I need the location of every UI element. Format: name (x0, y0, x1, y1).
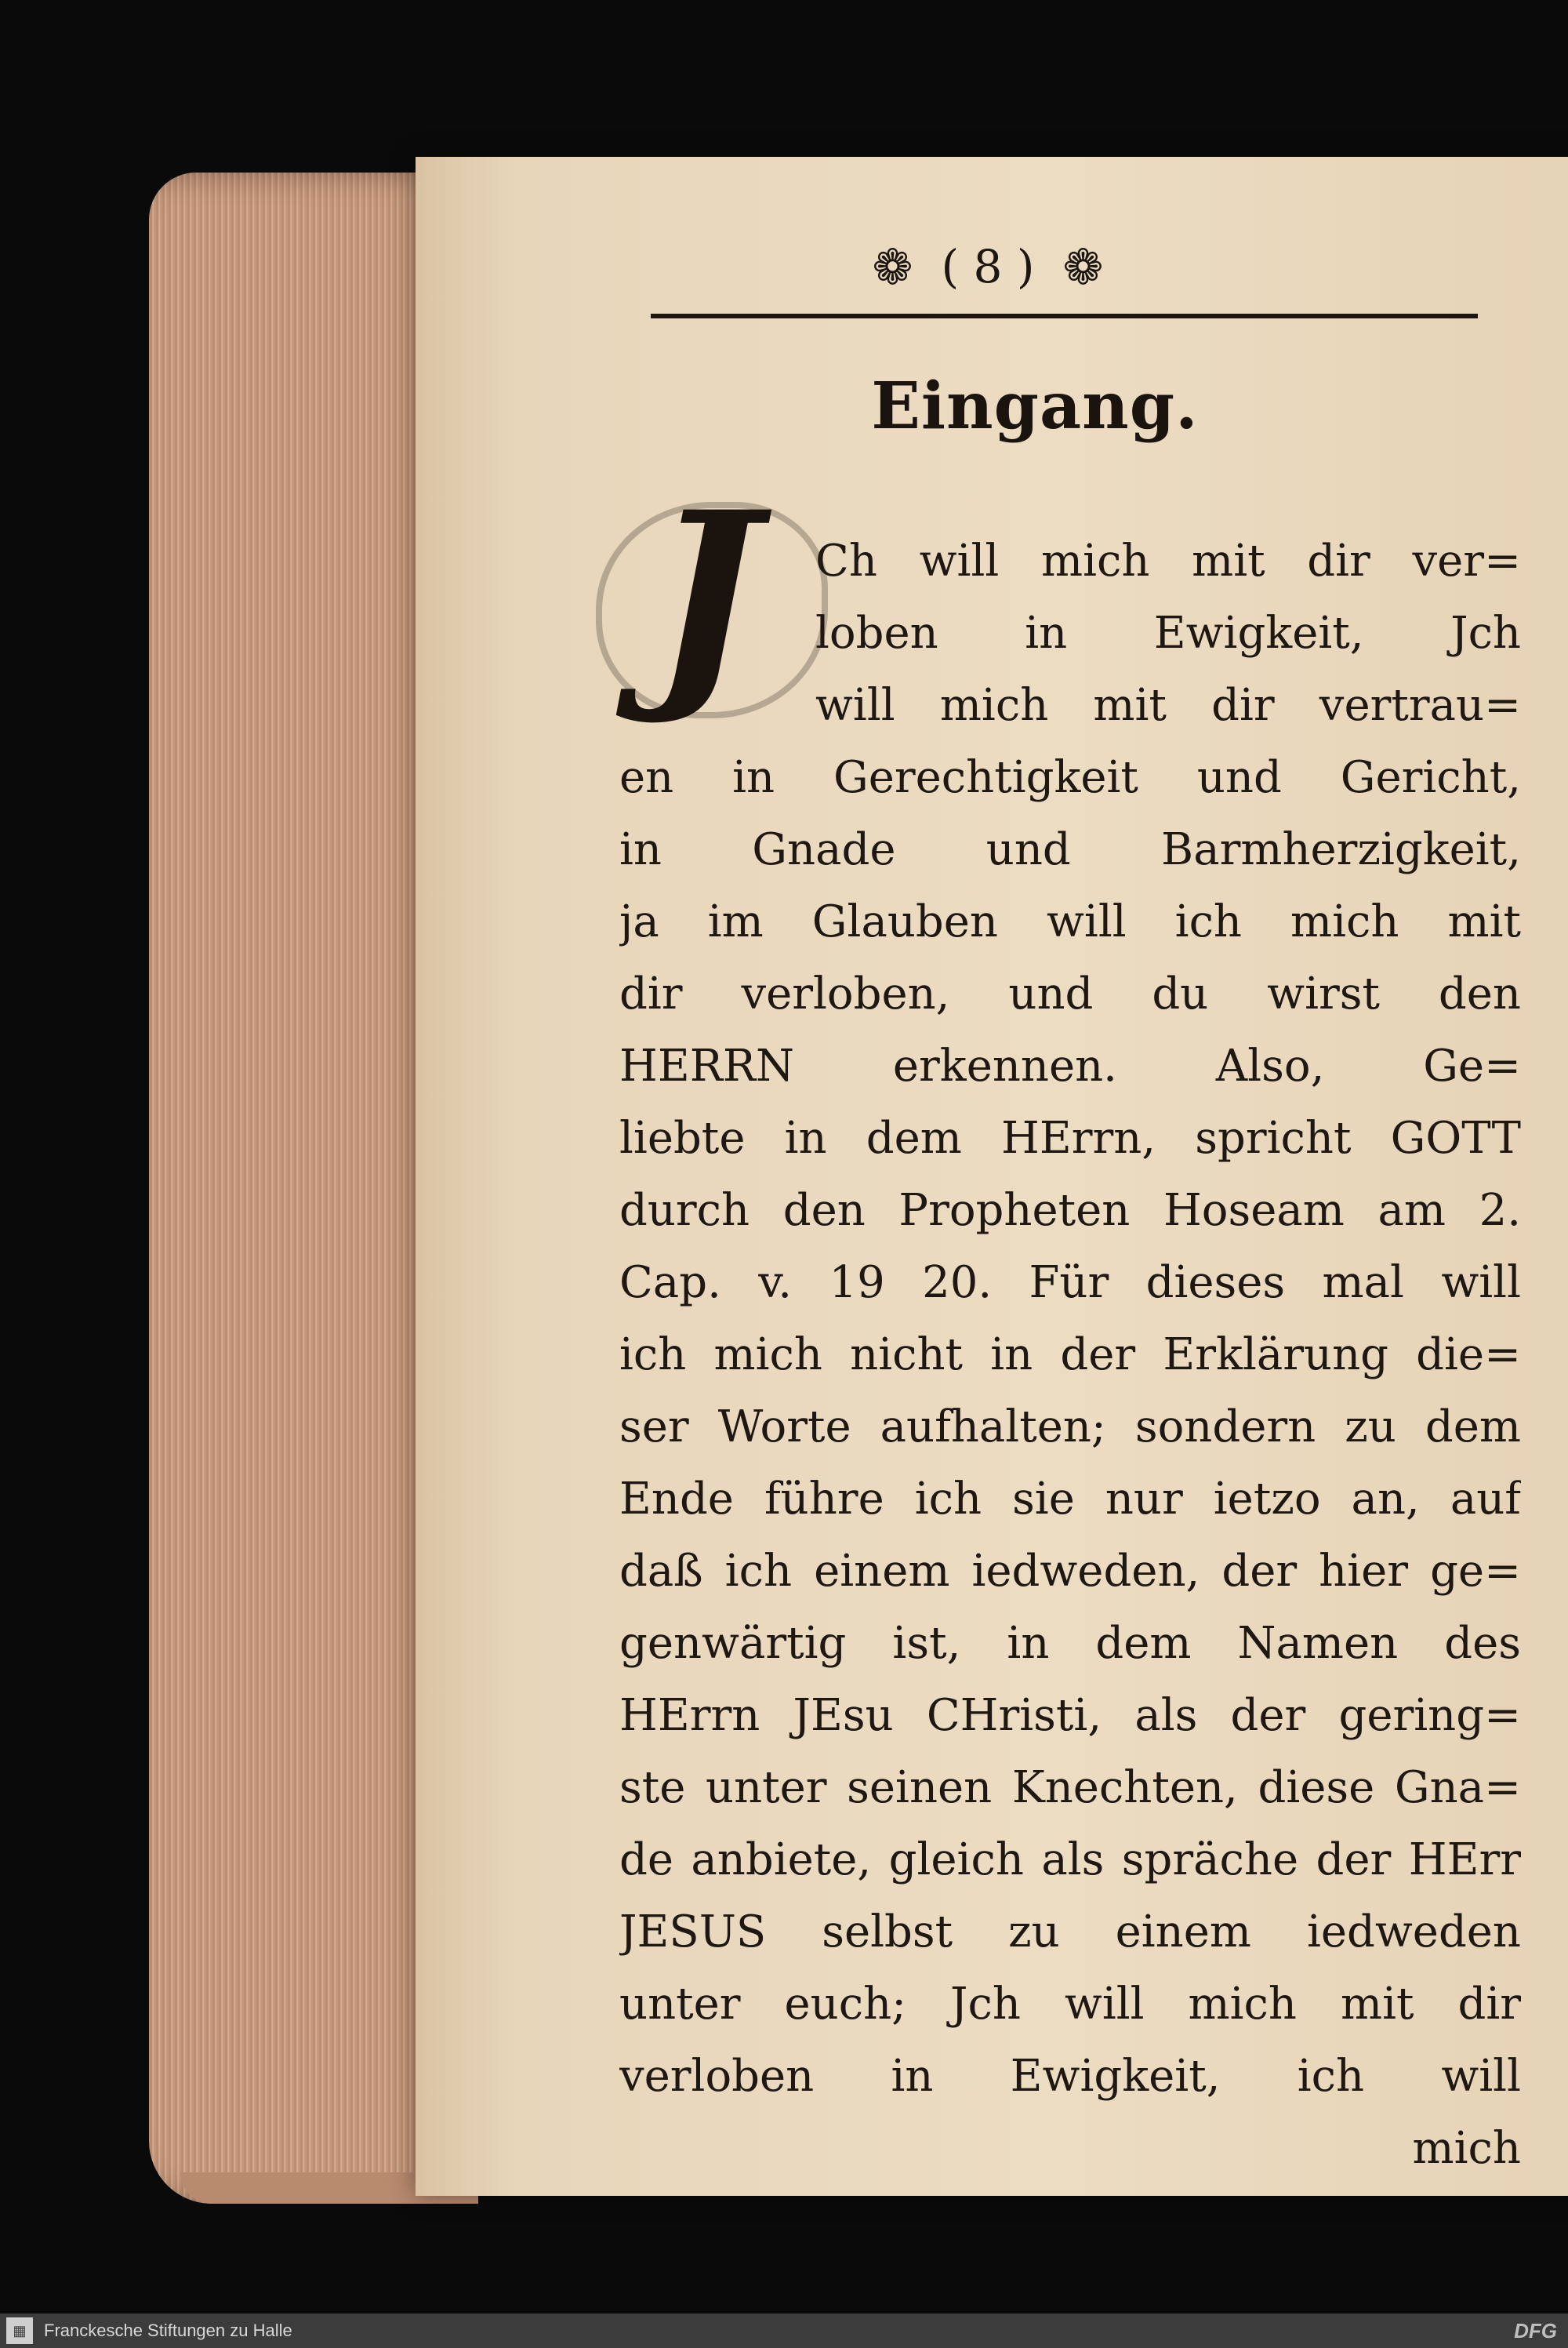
text-line: Cap. v. 19 20. Für dieses mal will (619, 1257, 1521, 1308)
dfg-logo: DFG (1514, 2318, 1557, 2343)
source-label: Franckesche Stiftungen zu Halle (44, 2321, 292, 2340)
text-line: de anbiete, gleich als spräche der HErr (619, 1834, 1521, 1885)
ornament-right-icon: ❁ (1062, 238, 1104, 296)
text-line: loben in Ewigkeit, Jch (815, 608, 1521, 659)
text-line: JESUS selbst zu einem iedweden (619, 1906, 1521, 1957)
text-line: Ende führe ich sie nur ietzo an, auf (619, 1474, 1521, 1525)
page-header (682, 235, 1294, 298)
text-line: durch den Propheten Hoseam am 2. (619, 1185, 1521, 1236)
text-line: ich mich nicht in der Erklärung die= (619, 1329, 1521, 1380)
text-line: dir verloben, und du wirst den (619, 969, 1521, 1020)
drop-cap: J (652, 463, 760, 729)
catchword: mich (1412, 2123, 1521, 2174)
text-line: HErrn JEsu CHristi, als der gering= (619, 1690, 1521, 1741)
text-line: verloben in Ewigkeit, ich will (619, 2051, 1521, 2102)
text-line: in Gnade und Barmherzigkeit, (619, 824, 1521, 875)
text-line: genwärtig ist, in dem Namen des (619, 1618, 1521, 1669)
footer-source (0, 2317, 292, 2344)
section-title: Eingang. (871, 369, 1199, 444)
header-rule (651, 314, 1478, 318)
text-line: unter euch; Jch will mich mit dir (619, 1979, 1521, 2030)
page-number: ( 8 ) (941, 240, 1035, 293)
text-line: ste unter seinen Knechten, diese Gna= (619, 1762, 1521, 1813)
footer-bar (0, 2313, 1568, 2348)
text-line: ser Worte aufhalten; sondern zu dem (619, 1401, 1521, 1452)
body-text (619, 525, 1521, 2185)
ornament-left-icon: ❁ (872, 238, 913, 296)
text-line: will mich mit dir vertrau= (815, 680, 1521, 731)
text-line: en in Gerechtigkeit und Gericht, (619, 752, 1521, 803)
text-line: Ch will mich mit dir ver= (815, 536, 1521, 587)
text-line: daß ich einem iedweden, der hier ge= (619, 1546, 1521, 1597)
text-line: liebte in dem HErrn, spricht GOTT (619, 1113, 1521, 1164)
institution-logo-icon: ▦ (6, 2317, 33, 2344)
text-line: HERRN erkennen. Also, Ge= (619, 1041, 1521, 1092)
text-line: ja im Glauben will ich mich mit (619, 896, 1521, 947)
